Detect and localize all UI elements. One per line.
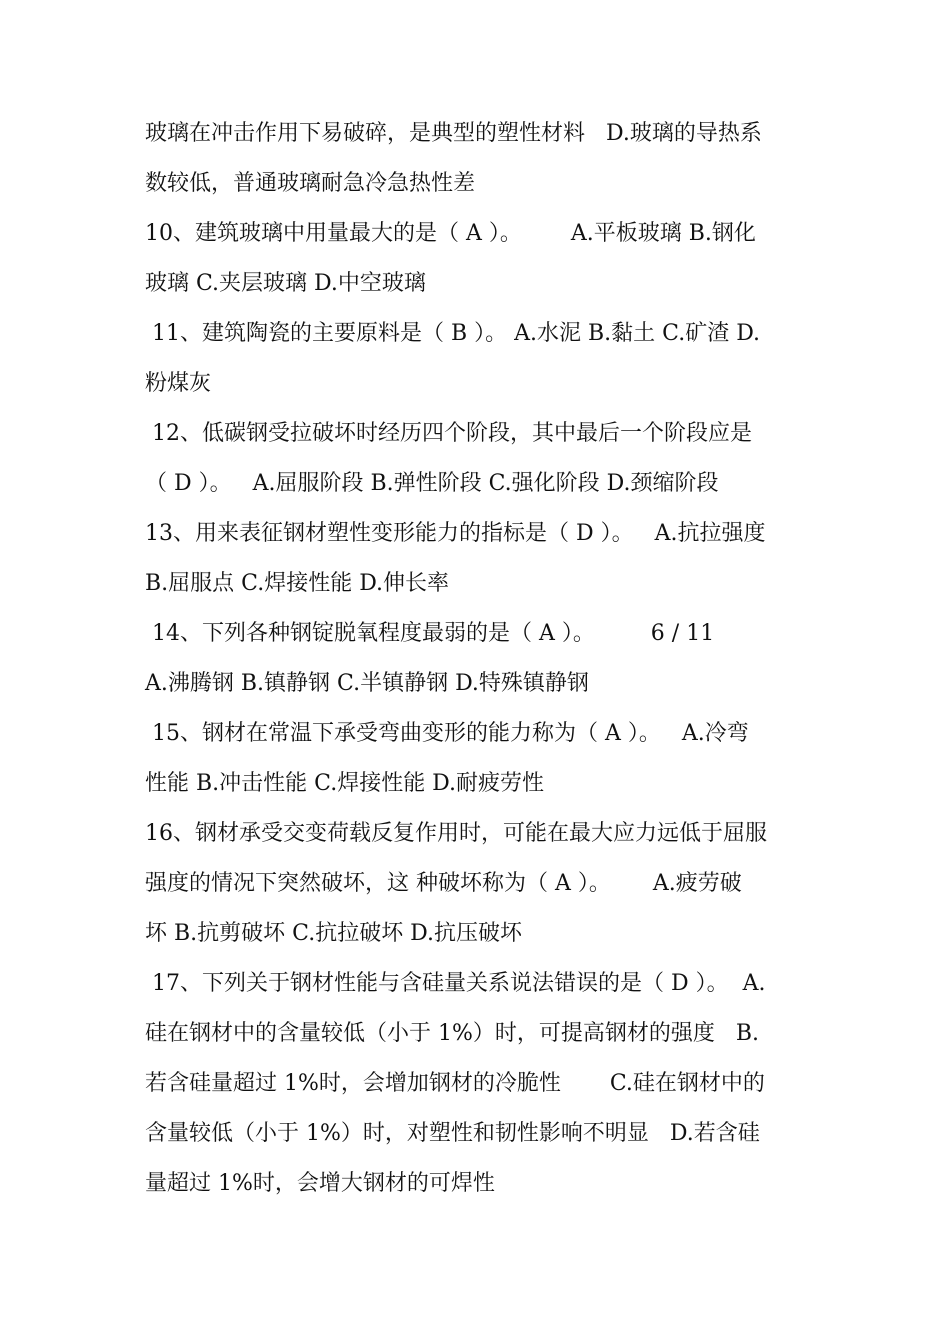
text-line: 10、建筑玻璃中用量最大的是（ A ）。 A.平板玻璃 B.钢化 — [145, 221, 756, 246]
text-line: 性能 B.冲击性能 C.焊接性能 D.耐疲劳性 — [145, 771, 545, 796]
text-line: 13、用来表征钢材塑性变形能力的指标是（ D ）。 A.抗拉强度 — [145, 521, 766, 546]
text-line: B.屈服点 C.焊接性能 D.伸长率 — [145, 571, 450, 596]
text-line: 11、建筑陶瓷的主要原料是（ B ）。 A.水泥 B.黏土 C.矿渣 D. — [145, 321, 761, 346]
text-line: 玻璃在冲击作用下易破碎，是典型的塑性材料 D.玻璃的导热系 — [145, 121, 762, 146]
text-line: 量超过 1%时，会增大钢材的可焊性 — [145, 1171, 495, 1196]
text-line: 数较低，普通玻璃耐急冷急热性差 — [145, 171, 476, 196]
text-line: 玻璃 C.夹层玻璃 D.中空玻璃 — [145, 271, 426, 296]
text-line: 14、下列各种钢锭脱氧程度最弱的是（ A ）。 6 / 11 — [145, 621, 715, 646]
text-line: 粉煤灰 — [145, 371, 212, 396]
text-line: 含量较低（小于 1%）时，对塑性和韧性影响不明显 D.若含硅 — [145, 1121, 760, 1146]
text-line: 硅在钢材中的含量较低（小于 1%）时，可提高钢材的强度 B. — [145, 1021, 760, 1046]
text-line: 12、低碳钢受拉破坏时经历四个阶段，其中最后一个阶段应是 — [145, 421, 752, 446]
text-line: 16、钢材承受交变荷载反复作用时，可能在最大应力远低于屈服 — [145, 821, 767, 846]
text-line: （ D ）。 A.屈服阶段 B.弹性阶段 C.强化阶段 D.颈缩阶段 — [145, 471, 719, 496]
text-line: 17、下列关于钢材性能与含硅量关系说法错误的是（ D ）。 A. — [145, 971, 766, 996]
text-line: A.沸腾钢 B.镇静钢 C.半镇静钢 D.特殊镇静钢 — [145, 671, 589, 696]
text-line: 若含硅量超过 1%时，会增加钢材的冷脆性 C.硅在钢材中的 — [145, 1071, 765, 1096]
text-line: 强度的情况下突然破坏，这 种破坏称为（ A ）。 A.疲劳破 — [145, 871, 742, 896]
text-line: 15、钢材在常温下承受弯曲变形的能力称为（ A ）。 A.冷弯 — [145, 721, 749, 746]
text-line: 坏 B.抗剪破坏 C.抗拉破坏 D.抗压破坏 — [145, 921, 523, 946]
